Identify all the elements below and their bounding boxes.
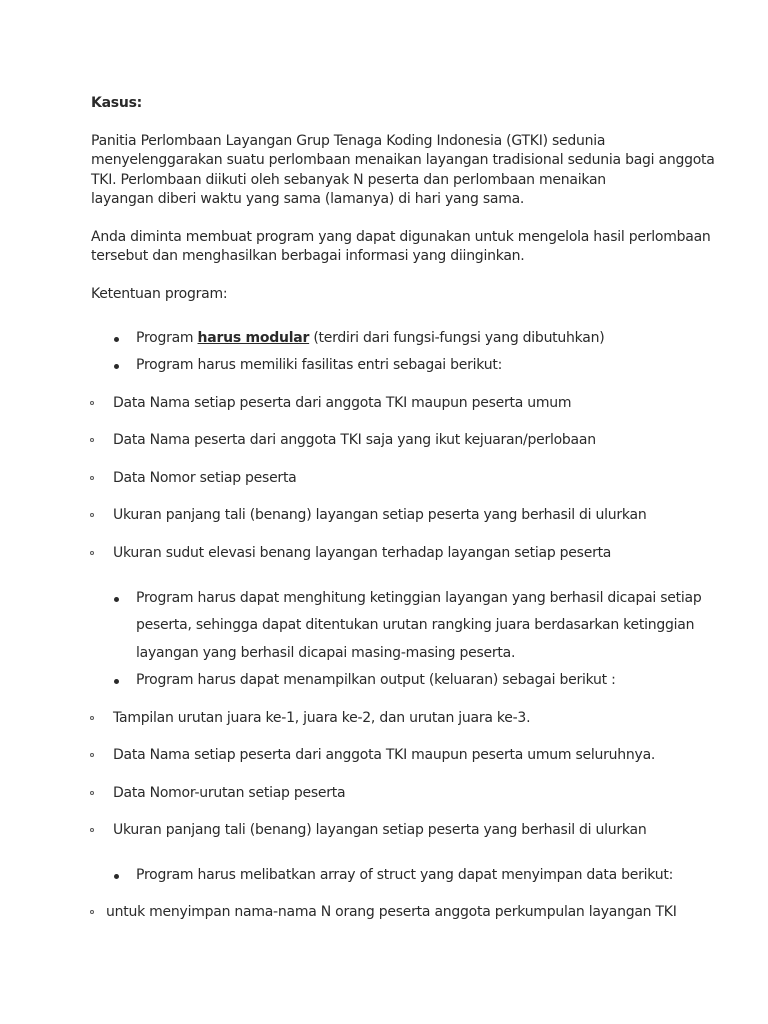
circle-bullet-icon xyxy=(90,716,94,720)
bullet-icon xyxy=(114,679,119,684)
bullet-icon xyxy=(114,337,119,342)
task-line: Anda diminta membuat program yang dapat digunakan untuk mengelola hasil perlombaan xyxy=(91,229,711,245)
circle-bullet-icon xyxy=(90,791,94,795)
bullet-icon xyxy=(114,364,119,369)
ketentuan-label: Ketentuan program: xyxy=(91,286,228,302)
intro-line: menyelenggarakan suatu perlombaan menaikan layangan tradisional sedunia bagi anggota xyxy=(91,152,715,168)
entri-item: Ukuran panjang tali (benang) layangan setiap peserta yang berhasil di ulurkan xyxy=(113,507,647,523)
requirement-output: Program harus dapat menampilkan output (keluaran) sebagai berikut : xyxy=(136,672,616,688)
req1-pre: Program xyxy=(136,330,198,346)
circle-bullet-icon xyxy=(90,910,94,914)
circle-bullet-icon xyxy=(90,828,94,832)
entri-item: Ukuran sudut elevasi benang layangan terhadap layangan setiap peserta xyxy=(113,545,612,561)
intro-line: TKI. Perlombaan diikuti oleh sebanyak N peserta dan perlombaan menaikan xyxy=(91,172,606,188)
circle-bullet-icon xyxy=(90,551,94,555)
requirement-hitung: layangan yang berhasil dicapai masing-masing peserta. xyxy=(136,645,516,661)
intro-line: layangan diberi waktu yang sama (lamanya) di hari yang sama. xyxy=(91,191,525,207)
output-item: Ukuran panjang tali (benang) layangan setiap peserta yang berhasil di ulurkan xyxy=(113,822,647,838)
req1-post: (terdiri dari fungsi-fungsi yang dibutuhkan) xyxy=(309,330,605,346)
output-item: Data Nomor-urutan setiap peserta xyxy=(113,785,346,801)
task-line: tersebut dan menghasilkan berbagai informasi yang diinginkan. xyxy=(91,248,525,264)
req1-emphasis: harus modular xyxy=(197,330,310,346)
circle-bullet-icon xyxy=(90,513,94,517)
circle-bullet-icon xyxy=(90,401,94,405)
circle-bullet-icon xyxy=(90,753,94,757)
entri-item: Data Nomor setiap peserta xyxy=(113,470,297,486)
requirement-hitung: Program harus dapat menghitung ketinggian layangan yang berhasil dicapai setiap xyxy=(136,590,702,606)
entri-item: Data Nama peserta dari anggota TKI saja yang ikut kejuaran/perlobaan xyxy=(113,432,596,448)
output-item: Data Nama setiap peserta dari anggota TKI maupun peserta umum seluruhnya. xyxy=(113,747,656,763)
requirement-entri: Program harus memiliki fasilitas entri sebagai berikut: xyxy=(136,357,503,373)
intro-line: Panitia Perlombaan Layangan Grup Tenaga Koding Indonesia (GTKI) sedunia xyxy=(91,133,606,149)
struct-item: untuk menyimpan nama-nama N orang peserta anggota perkumpulan layangan TKI xyxy=(106,904,677,920)
output-item: Tampilan urutan juara ke-1, juara ke-2, dan urutan juara ke-3. xyxy=(113,710,531,726)
requirement-modular xyxy=(136,328,604,348)
entri-item: Data Nama setiap peserta dari anggota TKI maupun peserta umum xyxy=(113,395,572,411)
circle-bullet-icon xyxy=(90,438,94,442)
circle-bullet-icon xyxy=(90,476,94,480)
requirement-hitung: peserta, sehingga dapat ditentukan urutan rangking juara berdasarkan ketinggian xyxy=(136,617,695,633)
bullet-icon xyxy=(114,597,119,602)
heading: Kasus: xyxy=(91,95,143,111)
bullet-icon xyxy=(114,874,119,879)
requirement-struct: Program harus melibatkan array of struct yang dapat menyimpan data berikut: xyxy=(136,867,674,883)
